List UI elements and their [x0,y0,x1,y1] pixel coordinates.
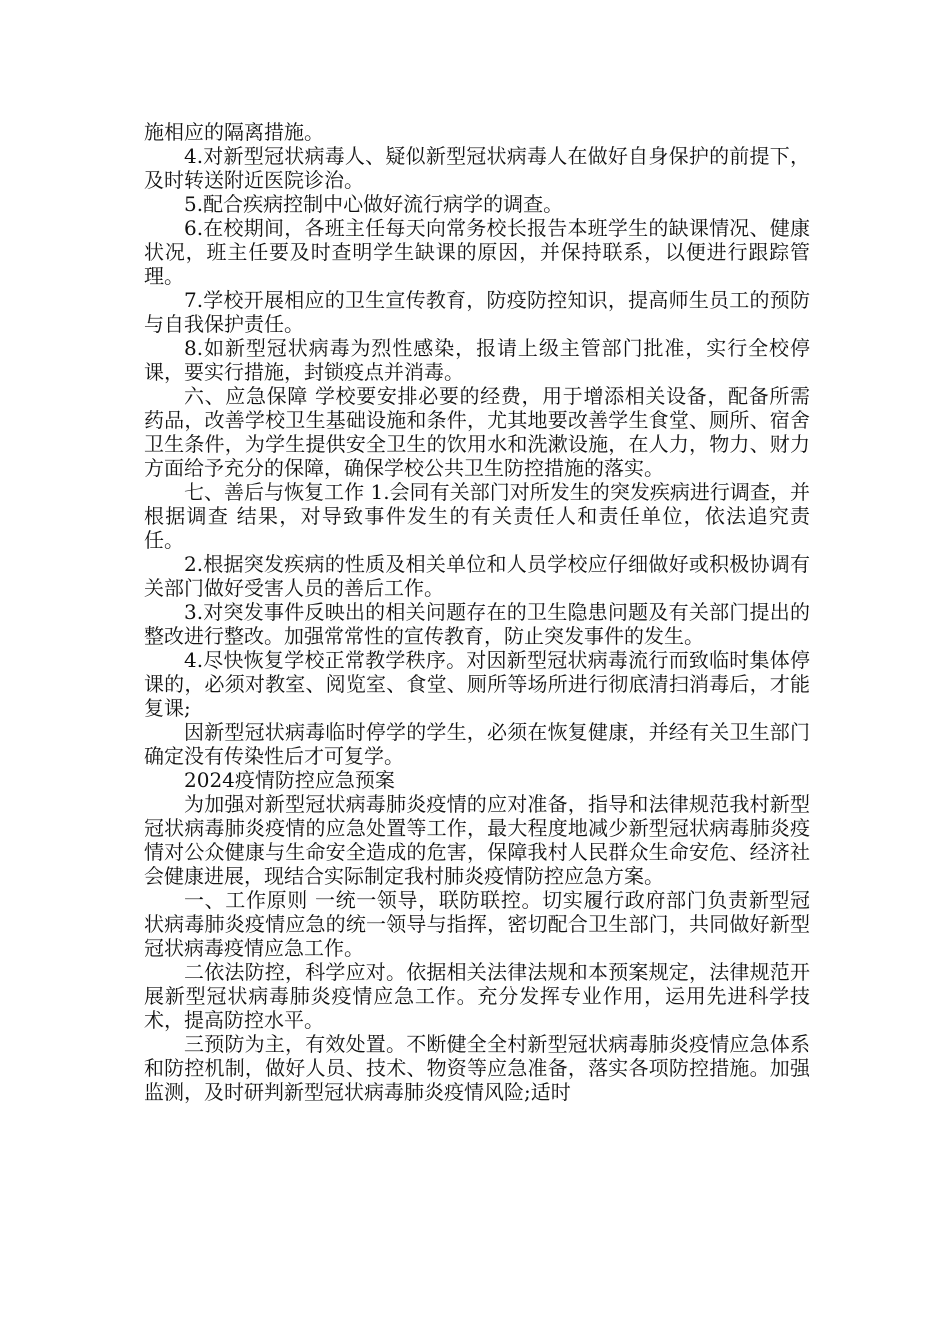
paragraph-item-4-transfer: 4.对新型冠状病毒人、疑似新型冠状病毒人在做好自身保护的前提下，及时转送附近医院诊治。 [144,144,810,192]
paragraph-aftermath-item-3: 3.对突发事件反映出的相关问题存在的卫生隐患问题及有关部门提出的整改进行整改。加强常常性的宣传教育，防止突发事件的发生。 [144,600,810,648]
paragraph-item-5-epidemiology: 5.配合疾病控制中心做好流行病学的调查。 [184,192,564,216]
document-section-title: 2024疫情防控应急预案 [184,768,395,792]
paragraph-aftermath-item-4: 4.尽快恢复学校正常教学秩序。对因新型冠状病毒流行而致临时集体停课的，必须对教室、阅览室、食堂、厕所等场所进行彻底清扫消毒后，才能复课; [144,648,810,720]
paragraph-section-7-aftermath: 七、善后与恢复工作 1.会同有关部门对所发生的突发疾病进行调查，并根据调查 结果，对导致事件发生的有关责任人和责任单位，依法追究责任。 [144,480,810,552]
paragraph-principle-3: 三预防为主，有效处置。不断健全全村新型冠状病毒肺炎疫情应急体系和防控机制，做好人员、技术、物资等应急准备，落实各项防控措施。加强监测，及时研判新型冠状病毒肺炎疫情风险;适时 [144,1032,810,1104]
paragraph-item-7-education: 7.学校开展相应的卫生宣传教育，防疫防控知识，提高师生员工的预防与自我保护责任。 [144,288,810,336]
paragraph-principle-1: 一、工作原则 一统一领导，联防联控。切实履行政府部门负责新型冠状病毒肺炎疫情应急的统一领导与指挥，密切配合卫生部门，共同做好新型冠状病毒疫情应急工作。 [144,888,810,960]
paragraph-isolation-continued: 施相应的隔离措施。 [144,120,324,144]
paragraph-section-6-support: 六、应急保障 学校要安排必要的经费，用于增添相关设备，配备所需药品，改善学校卫生基础设施和条件，尤其地要改善学生食堂、厕所、宿舍卫生条件，为学生提供安全卫生的饮用水和洗漱设施，在人力，物力、财力方面给予充分的保障，确保学校公共卫生防控措施的落实。 [144,384,810,480]
paragraph-return-to-school: 因新型冠状病毒临时停学的学生，必须在恢复健康，并经有关卫生部门确定没有传染性后才可复学。 [144,720,810,768]
paragraph-item-8-suspension: 8.如新型冠状病毒为烈性感染，报请上级主管部门批准，实行全校停课，要实行措施，封锁疫点并消毒。 [144,336,810,384]
paragraph-item-6-attendance: 6.在校期间，各班主任每天向常务校长报告本班学生的缺课情况、健康状况，班主任要及时查明学生缺课的原因，并保持联系，以便进行跟踪管理。 [144,216,810,288]
paragraph-aftermath-item-2: 2.根据突发疾病的性质及相关单位和人员学校应仔细做好或积极协调有关部门做好受害人员的善后工作。 [144,552,810,600]
paragraph-principle-2: 二依法防控，科学应对。依据相关法律法规和本预案规定，法律规范开展新型冠状病毒肺炎疫情应急工作。充分发挥专业作用，运用先进科学技术，提高防控水平。 [144,960,810,1032]
paragraph-plan-intro: 为加强对新型冠状病毒肺炎疫情的应对准备，指导和法律规范我村新型冠状病毒肺炎疫情的应急处置等工作，最大程度地减少新型冠状病毒肺炎疫情对公众健康与生命安全造成的危害，保障我村人民群众生命安危、经济社会健康进展，现结合实际制定我村肺炎疫情防控应急方案。 [144,792,810,888]
document-page [144,120,810,1104]
